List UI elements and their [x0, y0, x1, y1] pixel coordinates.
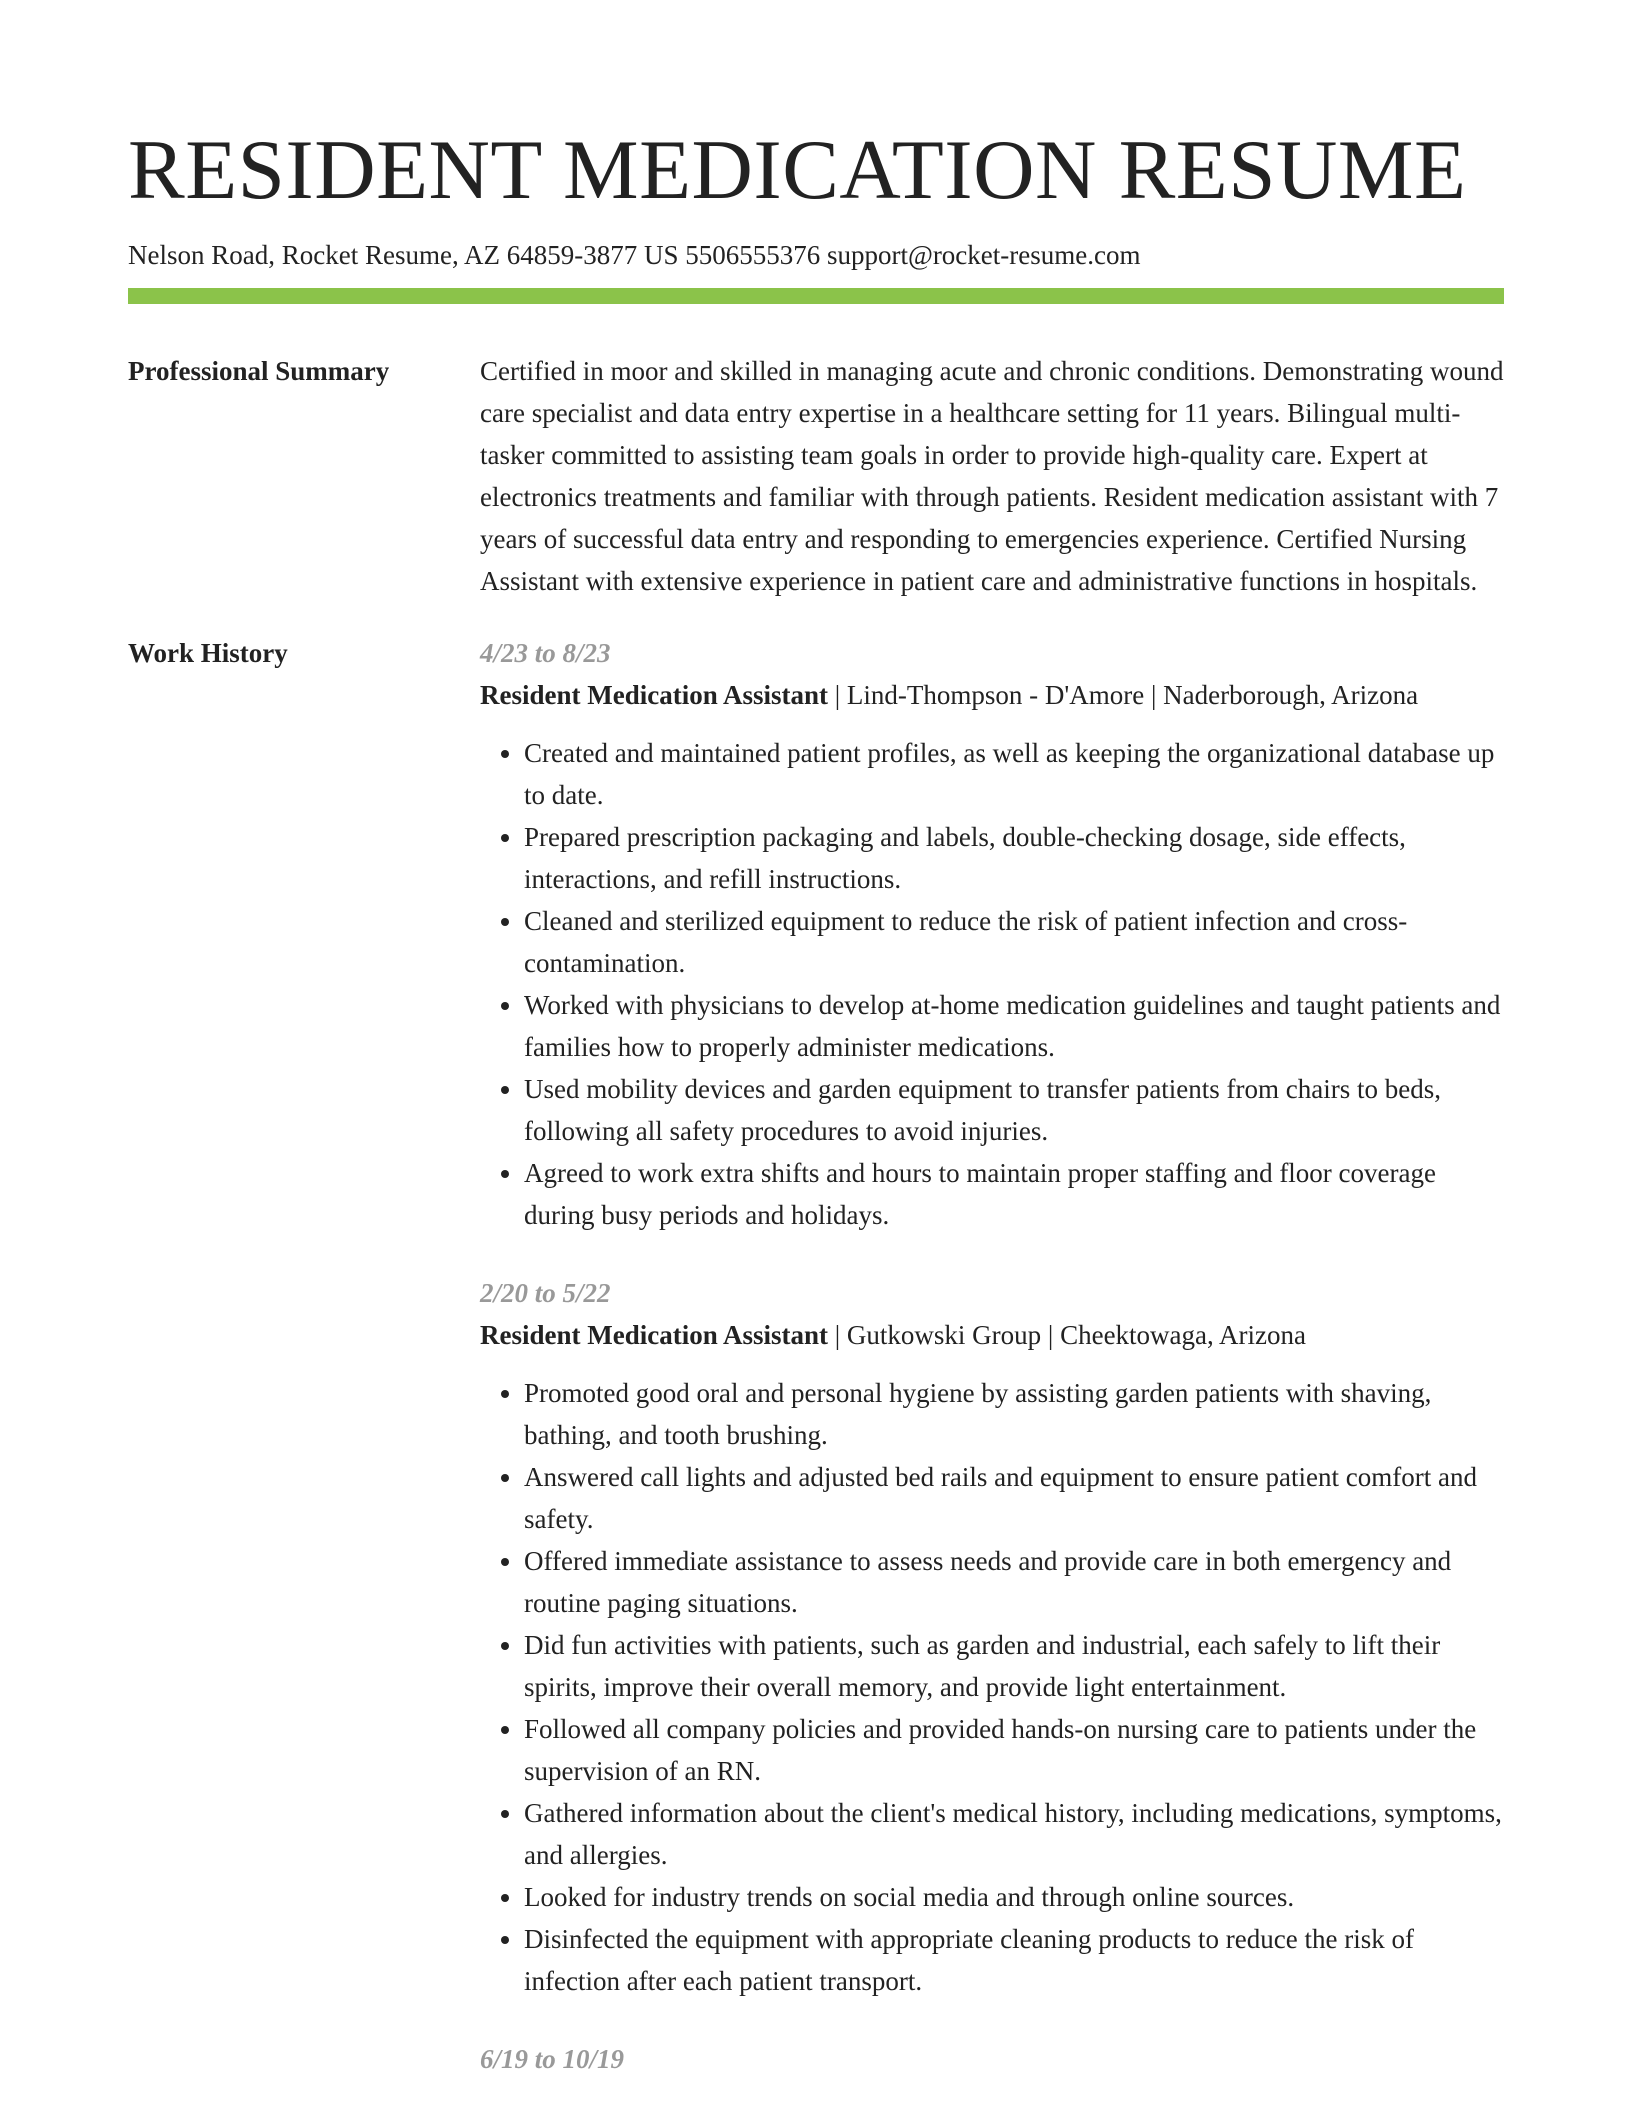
job-duty: • Followed all company policies and provided hands-on nursing care to patients under the supervision of an RN.: [524, 1708, 1504, 1792]
job-duty: • Used mobility devices and garden equipment to transfer patients from chairs to beds, following all safety procedures to avoid injuries.: [524, 1068, 1504, 1152]
job-heading: [480, 1314, 1504, 1356]
job-duty: • Did fun activities with patients, such as garden and industrial, each safely to lift their spirits, improve their overall memory, and provide light entertainment.: [524, 1624, 1504, 1708]
summary-text: Certified in moor and skilled in managing acute and chronic conditions. Demonstrating wound care specialist and data entry expertise in a healthcare setting for 11 years. Bilingual multi-tasker committed to assisting team goals in order to provide high-quality care. Expert at electronics treatments and familiar with through patients. Resident medication assistant with 7 years of successful data entry and responding to emergencies experience. Certified Nursing Assistant with extensive experience in patient care and administrative functions in hospitals.: [480, 356, 1504, 596]
contact-line: Nelson Road, Rocket Resume, AZ 64859-3877 US 5506555376 support@rocket-resume.com: [128, 240, 1141, 270]
job-duties-list: [480, 732, 1504, 1236]
section-title-work: Work History: [128, 638, 288, 668]
job-duty: • Cleaned and sterilized equipment to reduce the risk of patient infection and cross-contamination.: [524, 900, 1504, 984]
job-employer-location: | Lind-Thompson - D'Amore | Naderborough, Arizona: [828, 680, 1419, 710]
job-dates: 6/19 to 10/19: [480, 2044, 625, 2074]
job-title: Resident Medication Assistant: [480, 680, 829, 710]
job-heading: [480, 674, 1504, 716]
job-entry: [480, 2038, 1504, 2080]
summary-body: [480, 350, 1504, 602]
job-duty: • Gathered information about the client's medical history, including medications, symptoms, and allergies.: [524, 1792, 1504, 1876]
job-duty: • Agreed to work extra shifts and hours to maintain proper staffing and floor coverage during busy periods and holidays.: [524, 1152, 1504, 1236]
job-employer-location: | Gutkowski Group | Cheektowaga, Arizona: [828, 1320, 1306, 1350]
resume-page: [128, 0, 1504, 2116]
job-title: Resident Medication Assistant: [480, 1320, 829, 1350]
job-duty: • Created and maintained patient profiles, as well as keeping the organizational database up to date.: [524, 732, 1504, 816]
work-history-body: [480, 632, 1504, 2116]
job-dates: 4/23 to 8/23: [480, 638, 611, 668]
job-duty: • Promoted good oral and personal hygiene by assisting garden patients with shaving, bathing, and tooth brushing.: [524, 1372, 1504, 1456]
job-duty: • Answered call lights and adjusted bed rails and equipment to ensure patient comfort and safety.: [524, 1456, 1504, 1540]
job-duty: • Disinfected the equipment with appropriate cleaning products to reduce the risk of infection after each patient transport.: [524, 1918, 1504, 2002]
professional-summary-section: [128, 350, 1504, 602]
job-dates: 2/20 to 5/22: [480, 1278, 611, 1308]
job-duty: • Offered immediate assistance to assess needs and provide care in both emergency and routine paging situations.: [524, 1540, 1504, 1624]
job-duty: • Worked with physicians to develop at-home medication guidelines and taught patients and families how to properly administer medications.: [524, 984, 1504, 1068]
job-entry: [480, 632, 1504, 1236]
job-entry: [480, 1272, 1504, 2002]
job-duty: • Prepared prescription packaging and labels, double-checking dosage, side effects, interactions, and refill instructions.: [524, 816, 1504, 900]
job-duties-list: [480, 1372, 1504, 2002]
section-title-summary: Professional Summary: [128, 356, 390, 386]
resume-title: RESIDENT MEDICATION RESUME: [128, 123, 1467, 217]
work-history-section: [128, 632, 1504, 2116]
header-divider: [128, 288, 1504, 304]
job-duty: • Looked for industry trends on social media and through online sources.: [524, 1876, 1504, 1918]
